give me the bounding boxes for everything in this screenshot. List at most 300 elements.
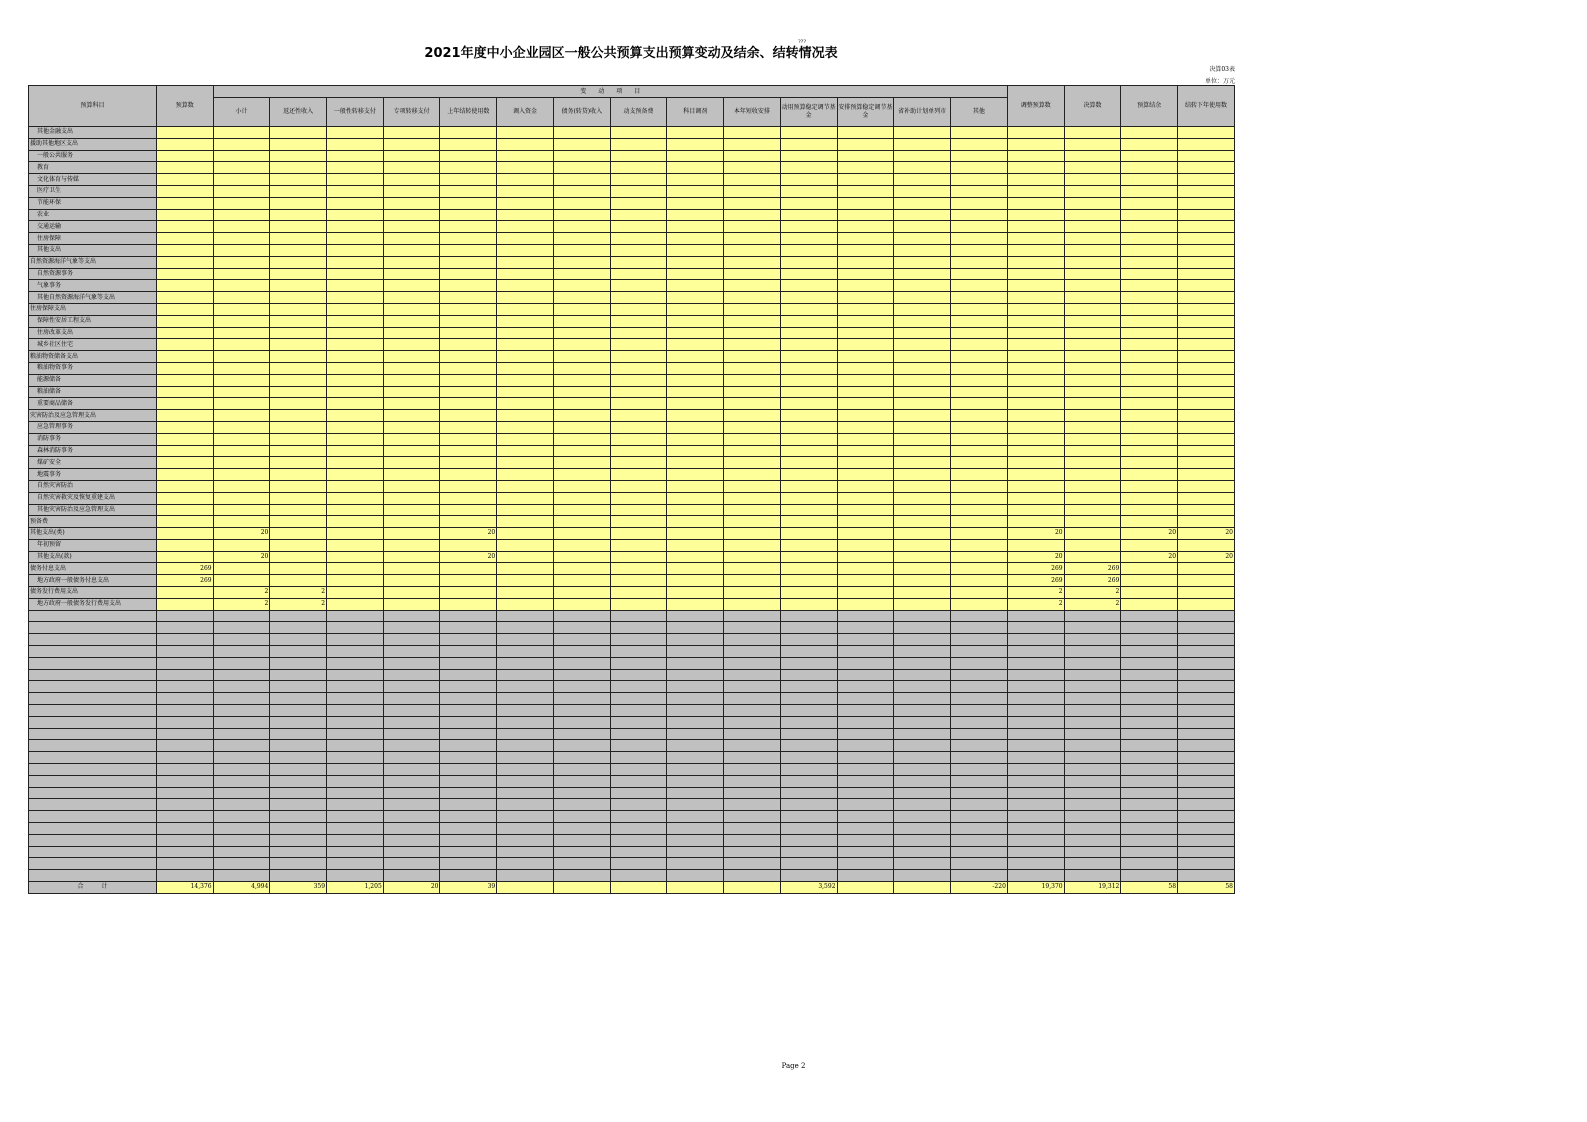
value-cell	[1007, 834, 1064, 846]
value-cell	[1178, 705, 1235, 717]
value-cell	[610, 740, 667, 752]
header-subject: 预算科目	[29, 86, 157, 127]
value-cell	[440, 339, 497, 351]
value-cell	[667, 209, 724, 221]
value-cell	[1121, 681, 1178, 693]
value-cell	[1064, 150, 1121, 162]
value-cell	[553, 846, 610, 858]
value-cell	[383, 386, 440, 398]
value-cell	[780, 433, 837, 445]
value-cell	[270, 705, 327, 717]
value-cell	[837, 740, 894, 752]
value-cell	[780, 127, 837, 139]
value-cell	[440, 787, 497, 799]
value-cell	[156, 610, 213, 622]
value-cell	[1178, 740, 1235, 752]
blank-row	[29, 811, 1235, 823]
value-cell	[610, 410, 667, 422]
value-cell	[894, 445, 951, 457]
value-cell	[553, 480, 610, 492]
blank-row	[29, 787, 1235, 799]
blank-row	[29, 693, 1235, 705]
header-carryover: 结转下年使用数	[1178, 86, 1235, 127]
value-cell	[553, 221, 610, 233]
value-cell	[667, 292, 724, 304]
value-cell	[950, 705, 1007, 717]
value-cell: 20	[383, 882, 440, 894]
value-cell	[894, 528, 951, 540]
value-cell	[1121, 728, 1178, 740]
value-cell	[724, 351, 781, 363]
value-cell	[553, 563, 610, 575]
value-cell	[1007, 150, 1064, 162]
value-cell	[383, 244, 440, 256]
value-cell	[780, 174, 837, 186]
value-cell	[213, 610, 270, 622]
value-cell	[327, 398, 384, 410]
value-cell	[780, 221, 837, 233]
subject-cell: 地方政府一般债务发行费用支出	[29, 598, 157, 610]
value-cell	[383, 233, 440, 245]
value-cell	[1121, 150, 1178, 162]
value-cell	[1007, 138, 1064, 150]
value-cell	[553, 292, 610, 304]
value-cell	[440, 846, 497, 858]
subject-cell: 其他支出(类)	[29, 528, 157, 540]
value-cell	[440, 127, 497, 139]
value-cell	[213, 469, 270, 481]
value-cell	[837, 646, 894, 658]
value-cell	[270, 539, 327, 551]
value-cell	[667, 728, 724, 740]
value-cell	[1121, 421, 1178, 433]
value-cell	[724, 221, 781, 233]
value-cell	[894, 563, 951, 575]
value-cell	[156, 445, 213, 457]
value-cell	[1178, 480, 1235, 492]
value-cell	[667, 362, 724, 374]
value-cell	[610, 634, 667, 646]
table-row	[29, 185, 1235, 197]
value-cell	[156, 598, 213, 610]
value-cell	[667, 740, 724, 752]
value-cell	[610, 339, 667, 351]
subject-cell: 应急管理事务	[29, 421, 157, 433]
value-cell	[950, 834, 1007, 846]
value-cell	[156, 386, 213, 398]
value-cell	[440, 351, 497, 363]
header-change-col: 上年结转使用数	[440, 98, 497, 127]
value-cell	[497, 740, 554, 752]
value-cell: 269	[1007, 563, 1064, 575]
value-cell	[553, 410, 610, 422]
value-cell	[497, 256, 554, 268]
table-row	[29, 386, 1235, 398]
header-change-col: 债务(转贷)收入	[553, 98, 610, 127]
value-cell	[837, 799, 894, 811]
value-cell	[553, 433, 610, 445]
value-cell	[667, 398, 724, 410]
value-cell	[497, 504, 554, 516]
value-cell	[1064, 185, 1121, 197]
value-cell	[213, 681, 270, 693]
value-cell: 269	[156, 575, 213, 587]
value-cell	[213, 870, 270, 882]
value-cell: 269	[156, 563, 213, 575]
value-cell	[497, 716, 554, 728]
value-cell	[1064, 516, 1121, 528]
value-cell	[213, 834, 270, 846]
value-cell	[213, 327, 270, 339]
value-cell	[440, 303, 497, 315]
value-cell	[724, 268, 781, 280]
value-cell	[383, 221, 440, 233]
value-cell	[610, 209, 667, 221]
value-cell	[894, 587, 951, 599]
value-cell	[327, 705, 384, 717]
value-cell	[213, 138, 270, 150]
value-cell	[383, 445, 440, 457]
value-cell	[156, 469, 213, 481]
blank-row	[29, 634, 1235, 646]
value-cell	[553, 882, 610, 894]
value-cell	[1178, 197, 1235, 209]
value-cell	[1178, 598, 1235, 610]
value-cell	[1121, 858, 1178, 870]
value-cell	[440, 433, 497, 445]
value-cell	[1121, 764, 1178, 776]
value-cell	[950, 162, 1007, 174]
value-cell	[894, 681, 951, 693]
blank-row	[29, 669, 1235, 681]
value-cell	[497, 705, 554, 717]
value-cell	[156, 787, 213, 799]
value-cell	[780, 480, 837, 492]
form-number: 决算03表	[1209, 66, 1235, 73]
table-row	[29, 362, 1235, 374]
value-cell	[837, 233, 894, 245]
value-cell	[837, 315, 894, 327]
value-cell	[667, 846, 724, 858]
table-row	[29, 551, 1235, 563]
value-cell	[1064, 351, 1121, 363]
value-cell	[1178, 657, 1235, 669]
value-cell	[837, 610, 894, 622]
value-cell	[894, 256, 951, 268]
value-cell	[213, 858, 270, 870]
value-cell	[724, 740, 781, 752]
value-cell	[894, 575, 951, 587]
value-cell	[610, 563, 667, 575]
table-row	[29, 138, 1235, 150]
value-cell	[553, 539, 610, 551]
value-cell	[1064, 528, 1121, 540]
value-cell	[1064, 775, 1121, 787]
value-cell	[780, 197, 837, 209]
value-cell	[610, 221, 667, 233]
table-row	[29, 445, 1235, 457]
value-cell	[610, 669, 667, 681]
value-cell	[1178, 787, 1235, 799]
value-cell	[950, 740, 1007, 752]
value-cell	[1007, 504, 1064, 516]
value-cell	[837, 197, 894, 209]
value-cell	[156, 634, 213, 646]
value-cell	[1064, 327, 1121, 339]
value-cell	[553, 492, 610, 504]
value-cell	[724, 811, 781, 823]
value-cell	[667, 351, 724, 363]
value-cell	[497, 858, 554, 870]
value-cell	[780, 728, 837, 740]
value-cell	[553, 233, 610, 245]
value-cell	[724, 197, 781, 209]
value-cell	[383, 256, 440, 268]
value-cell	[327, 657, 384, 669]
value-cell	[440, 646, 497, 658]
value-cell	[1064, 445, 1121, 457]
value-cell	[950, 846, 1007, 858]
value-cell	[1121, 646, 1178, 658]
value-cell	[780, 374, 837, 386]
header-change-col: 专项转移支付	[383, 98, 440, 127]
value-cell	[1178, 386, 1235, 398]
value-cell	[497, 516, 554, 528]
value-cell	[667, 799, 724, 811]
value-cell	[724, 244, 781, 256]
value-cell: 20	[1121, 528, 1178, 540]
value-cell	[1178, 292, 1235, 304]
value-cell	[1178, 351, 1235, 363]
value-cell	[327, 421, 384, 433]
value-cell	[1178, 244, 1235, 256]
subject-cell: 粮油储备	[29, 386, 157, 398]
subject-cell	[29, 740, 157, 752]
value-cell	[553, 362, 610, 374]
value-cell	[837, 327, 894, 339]
blank-row	[29, 657, 1235, 669]
value-cell	[1007, 197, 1064, 209]
subject-cell: 地方政府一般债务付息支出	[29, 575, 157, 587]
value-cell	[1064, 221, 1121, 233]
value-cell	[724, 469, 781, 481]
value-cell	[780, 539, 837, 551]
budget-change-table	[28, 85, 1235, 894]
value-cell	[1064, 457, 1121, 469]
value-cell	[553, 693, 610, 705]
value-cell	[950, 185, 1007, 197]
value-cell	[270, 657, 327, 669]
value-cell	[270, 669, 327, 681]
value-cell	[213, 492, 270, 504]
value-cell	[1121, 256, 1178, 268]
subject-cell	[29, 705, 157, 717]
value-cell	[1178, 752, 1235, 764]
value-cell	[1178, 728, 1235, 740]
value-cell	[156, 587, 213, 599]
report-title: 2021年度中小企业园区一般公共预算支出预算变动及结余、结转情况表	[424, 46, 838, 61]
value-cell	[270, 693, 327, 705]
value-cell	[327, 127, 384, 139]
value-cell	[1178, 716, 1235, 728]
value-cell	[667, 150, 724, 162]
value-cell	[837, 398, 894, 410]
value-cell	[950, 775, 1007, 787]
value-cell	[667, 787, 724, 799]
value-cell	[270, 386, 327, 398]
value-cell	[780, 622, 837, 634]
value-cell	[950, 539, 1007, 551]
value-cell: 20	[440, 528, 497, 540]
value-cell	[1007, 787, 1064, 799]
value-cell	[724, 327, 781, 339]
value-cell	[950, 233, 1007, 245]
value-cell	[213, 764, 270, 776]
value-cell	[270, 834, 327, 846]
value-cell	[327, 669, 384, 681]
value-cell	[950, 315, 1007, 327]
value-cell	[327, 185, 384, 197]
value-cell	[270, 646, 327, 658]
value-cell	[497, 315, 554, 327]
value-cell	[780, 846, 837, 858]
value-cell	[667, 882, 724, 894]
table-row	[29, 197, 1235, 209]
value-cell	[950, 469, 1007, 481]
value-cell	[950, 256, 1007, 268]
value-cell	[1064, 362, 1121, 374]
value-cell	[1178, 823, 1235, 835]
value-cell	[780, 280, 837, 292]
unit-label: 单位：万元	[1204, 78, 1235, 85]
value-cell	[383, 185, 440, 197]
value-cell	[213, 421, 270, 433]
value-cell	[383, 138, 440, 150]
value-cell	[1064, 233, 1121, 245]
value-cell	[327, 315, 384, 327]
value-cell	[837, 716, 894, 728]
table-row	[29, 150, 1235, 162]
value-cell	[497, 657, 554, 669]
value-cell: 20	[1007, 551, 1064, 563]
header-change-col: 返还性收入	[270, 98, 327, 127]
value-cell	[497, 303, 554, 315]
value-cell	[327, 162, 384, 174]
value-cell	[950, 457, 1007, 469]
value-cell	[440, 870, 497, 882]
value-cell	[213, 303, 270, 315]
value-cell	[1178, 162, 1235, 174]
value-cell	[1064, 398, 1121, 410]
value-cell	[1064, 268, 1121, 280]
value-cell	[1064, 705, 1121, 717]
value-cell	[1178, 362, 1235, 374]
value-cell	[553, 339, 610, 351]
value-cell	[780, 303, 837, 315]
subject-cell	[29, 752, 157, 764]
subject-cell: 年初预留	[29, 539, 157, 551]
table-row	[29, 410, 1235, 422]
value-cell	[553, 209, 610, 221]
value-cell	[894, 292, 951, 304]
blank-row	[29, 775, 1235, 787]
value-cell	[1121, 233, 1178, 245]
value-cell	[270, 681, 327, 693]
value-cell	[950, 551, 1007, 563]
value-cell	[383, 539, 440, 551]
value-cell	[1121, 669, 1178, 681]
value-cell	[1178, 693, 1235, 705]
value-cell	[383, 292, 440, 304]
value-cell	[950, 197, 1007, 209]
value-cell	[724, 834, 781, 846]
value-cell	[667, 598, 724, 610]
value-cell: 2	[1064, 598, 1121, 610]
value-cell	[837, 386, 894, 398]
value-cell	[894, 469, 951, 481]
value-cell	[383, 787, 440, 799]
value-cell	[837, 728, 894, 740]
subject-cell: 住房保障	[29, 233, 157, 245]
value-cell	[724, 162, 781, 174]
subject-cell: 气象事务	[29, 280, 157, 292]
value-cell	[837, 823, 894, 835]
value-cell	[667, 646, 724, 658]
value-cell	[497, 681, 554, 693]
value-cell	[213, 480, 270, 492]
value-cell	[553, 646, 610, 658]
value-cell: -220	[950, 882, 1007, 894]
value-cell	[497, 587, 554, 599]
subject-cell: 其他灾害防治及应急管理支出	[29, 504, 157, 516]
value-cell	[780, 551, 837, 563]
value-cell	[837, 787, 894, 799]
value-cell	[383, 669, 440, 681]
value-cell	[1121, 752, 1178, 764]
header-change-col: 一般性转移支付	[327, 98, 384, 127]
table-row	[29, 539, 1235, 551]
value-cell	[553, 622, 610, 634]
value-cell	[440, 374, 497, 386]
value-cell	[1007, 775, 1064, 787]
value-cell	[1178, 268, 1235, 280]
value-cell	[1121, 197, 1178, 209]
value-cell	[327, 823, 384, 835]
value-cell	[383, 433, 440, 445]
value-cell	[894, 433, 951, 445]
value-cell	[1121, 575, 1178, 587]
value-cell	[667, 622, 724, 634]
value-cell	[837, 681, 894, 693]
subject-cell: 医疗卫生	[29, 185, 157, 197]
blank-row	[29, 740, 1235, 752]
value-cell	[894, 764, 951, 776]
value-cell	[780, 563, 837, 575]
value-cell	[440, 174, 497, 186]
value-cell	[213, 823, 270, 835]
value-cell	[1007, 174, 1064, 186]
header-change-col: 本年短收安排	[724, 98, 781, 127]
value-cell	[1178, 811, 1235, 823]
value-cell	[440, 162, 497, 174]
value-cell	[327, 799, 384, 811]
value-cell	[610, 174, 667, 186]
value-cell	[894, 221, 951, 233]
value-cell	[553, 398, 610, 410]
value-cell	[440, 150, 497, 162]
value-cell	[497, 669, 554, 681]
value-cell	[327, 386, 384, 398]
